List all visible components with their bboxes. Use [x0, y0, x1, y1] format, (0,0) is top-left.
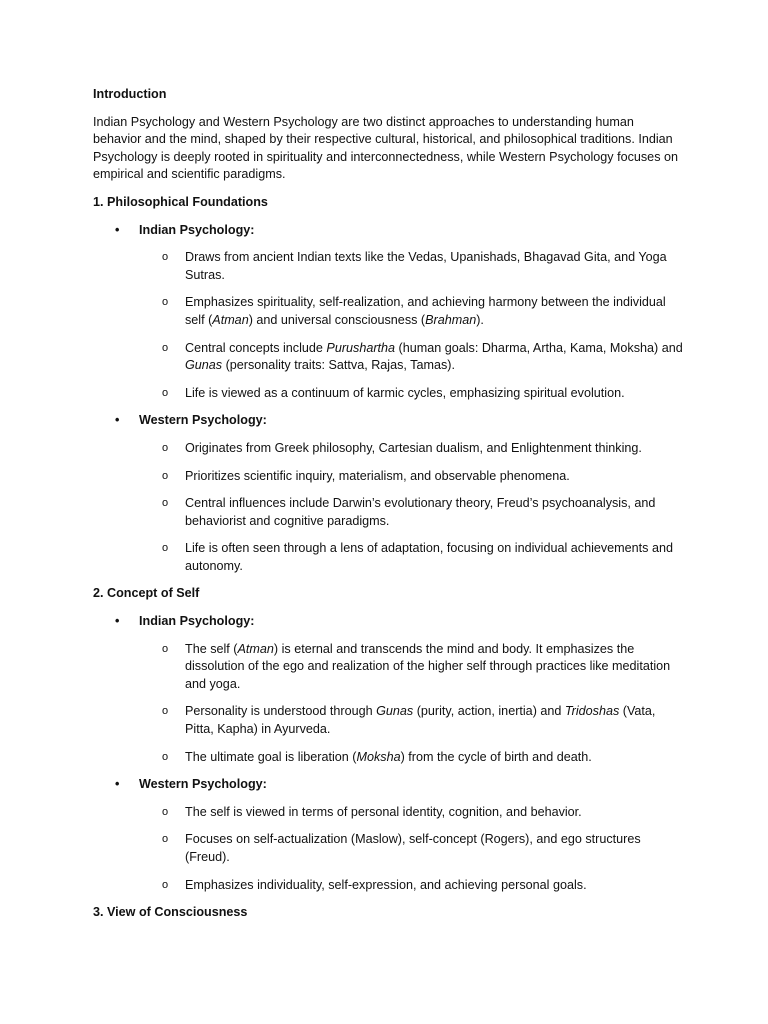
- sub-list-item-text: Personality is understood through Gunas (purity, action, inertia) and Tridoshas (Vata, Pitta, Kapha) in Ayurveda.: [185, 704, 656, 737]
- list-item-label: Western Psychology:: [139, 777, 267, 792]
- bullet-icon: •: [115, 614, 120, 629]
- bullet-icon: •: [115, 413, 120, 428]
- section-heading-philosophical-foundations: 1. Philosophical Foundations: [93, 194, 268, 209]
- sub-list-item-text: Central concepts include Purushartha (human goals: Dharma, Artha, Kama, Moksha) and Gunas (personality traits: Sattva, Rajas, Tamas).: [185, 340, 683, 373]
- sub-list-item-text: Prioritizes scientific inquiry, materialism, and observable phenomena.: [185, 468, 570, 483]
- list-item-label: Indian Psychology:: [139, 222, 255, 237]
- sub-list-item: [93, 294, 683, 329]
- intro-paragraph: Indian Psychology and Western Psychology are two distinct approaches to understanding human behavior and the mind, shaped by their respective cultural, historical, and philosophical traditions. Indian Psychology is deeply rooted in spirituality and interconnectedness, while Western Psychology focuses on empirical and scientific paradigms.: [93, 114, 678, 182]
- sub-list-item: [93, 495, 683, 530]
- sub-list-item: [93, 468, 683, 486]
- sub-list-item-text: Life is often seen through a lens of adaptation, focusing on individual achievements and autonomy.: [185, 541, 673, 573]
- hollow-bullet-icon: o: [162, 805, 169, 818]
- sub-list-item-text: The self (Atman) is eternal and transcends the mind and body. It emphasizes the dissolution of the ego and realization of the higher self through practices like meditation and yoga.: [185, 641, 671, 691]
- sub-list-item-text: Draws from ancient Indian texts like the Vedas, Upanishads, Bhagavad Gita, and Yoga Sutras.: [185, 250, 667, 282]
- section-heading-introduction: Introduction: [93, 87, 167, 101]
- sub-list-item-text: Emphasizes individuality, self-expression, and achieving personal goals.: [185, 877, 587, 892]
- sub-list-item-text: The self is viewed in terms of personal identity, cognition, and behavior.: [185, 804, 582, 819]
- sub-list-item: [93, 703, 683, 738]
- sub-list-item: [93, 340, 683, 375]
- bullet-icon: •: [115, 222, 120, 237]
- bullet-icon: •: [115, 777, 120, 792]
- sub-list-item-text: The ultimate goal is liberation (Moksha) from the cycle of birth and death.: [185, 749, 592, 764]
- hollow-bullet-icon: o: [162, 642, 169, 655]
- sub-list-item: [93, 249, 683, 284]
- sub-list-item-text: Focuses on self-actualization (Maslow), self-concept (Rogers), and ego structures (Freud).: [185, 832, 641, 864]
- list-item-western-psychology: [93, 412, 683, 430]
- sub-list-item: [93, 877, 683, 895]
- sub-list-item-text: Central influences include Darwin’s evolutionary theory, Freud’s psychoanalysis, and behaviorist and cognitive paradigms.: [185, 496, 656, 528]
- list-item-label: Western Psychology:: [139, 413, 267, 428]
- hollow-bullet-icon: o: [162, 469, 169, 482]
- hollow-bullet-icon: o: [162, 705, 169, 718]
- sub-list-item: [93, 641, 683, 694]
- list-item-western-psychology: [93, 776, 683, 794]
- list-item-indian-psychology: [93, 613, 683, 631]
- hollow-bullet-icon: o: [162, 878, 169, 891]
- list-item-label: Indian Psychology:: [139, 614, 255, 629]
- hollow-bullet-icon: o: [162, 251, 169, 264]
- hollow-bullet-icon: o: [162, 386, 169, 399]
- sub-list-item: [93, 540, 683, 575]
- sub-list-item: [93, 385, 683, 403]
- hollow-bullet-icon: o: [162, 441, 169, 454]
- document-body: [93, 86, 683, 932]
- sub-list-item: [93, 831, 683, 866]
- hollow-bullet-icon: o: [162, 296, 169, 309]
- sub-list-item: [93, 440, 683, 458]
- hollow-bullet-icon: o: [162, 750, 169, 763]
- hollow-bullet-icon: o: [162, 833, 169, 846]
- sub-list-item-text: Life is viewed as a continuum of karmic cycles, emphasizing spiritual evolution.: [185, 385, 625, 400]
- section-heading-view-of-consciousness: 3. View of Consciousness: [93, 905, 248, 920]
- sub-list-item: [93, 804, 683, 822]
- hollow-bullet-icon: o: [162, 497, 169, 510]
- sub-list-item-text: Emphasizes spirituality, self-realization, and achieving harmony between the individual self (Atman) and universal consciousness (Brahman).: [185, 295, 666, 327]
- section-heading-concept-of-self: 2. Concept of Self: [93, 586, 200, 601]
- hollow-bullet-icon: o: [162, 542, 169, 555]
- sub-list-item-text: Originates from Greek philosophy, Cartesian dualism, and Enlightenment thinking.: [185, 440, 642, 455]
- hollow-bullet-icon: o: [162, 341, 169, 354]
- list-item-indian-psychology: [93, 222, 683, 240]
- sub-list-item: [93, 749, 683, 767]
